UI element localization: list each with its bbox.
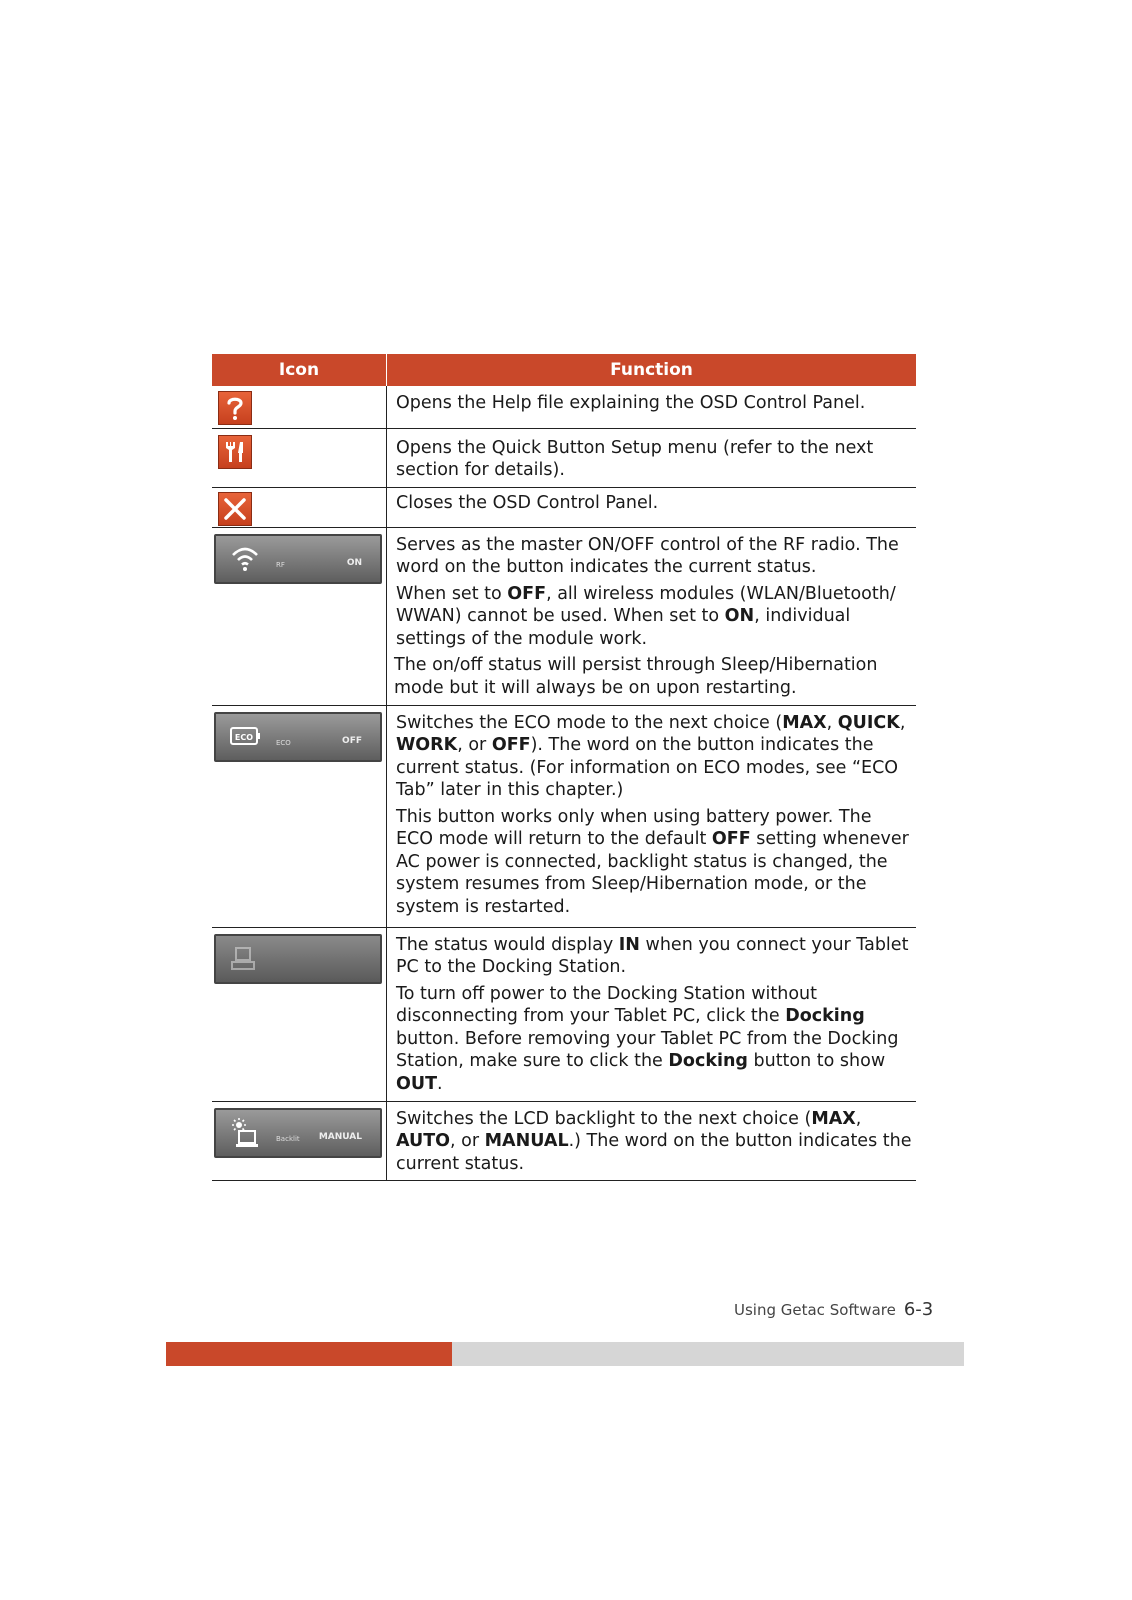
icon-cell [212,386,387,428]
icon-cell [212,705,387,927]
bold-term: MAX [811,1108,856,1129]
bold-term: IN [618,934,640,955]
table-row [212,428,916,487]
backlight-button-status: MANUAL [318,1131,362,1142]
table-row [212,487,916,527]
function-cell [387,1101,917,1181]
backlight-button-icon [214,1108,382,1158]
function-cell [387,527,917,705]
table-row [212,386,916,428]
backlight-icon [230,1117,260,1156]
rf-button-status: ON [346,557,362,568]
bold-term: QUICK [837,712,900,733]
footer-accent-bar [166,1342,452,1366]
bold-term: OUT [396,1073,438,1094]
help-icon [218,391,252,425]
bold-term: OFF [711,829,751,849]
eco-button-status: OFF [342,735,362,746]
eco-button-icon [214,712,382,762]
function-cell [387,428,917,487]
rf-button-icon [214,534,382,584]
bold-term: MAX [782,712,827,733]
function-cell [387,487,917,527]
function-text: Serves as the master ON/OFF control of the RF radio. The word on the button indicates the current status. [396,534,899,577]
close-icon [218,492,252,526]
svg-text:ECO: ECO [234,732,254,742]
docking-button-icon [214,934,382,984]
bold-term: MANUAL [484,1131,569,1151]
table-header-row [212,354,916,386]
function-cell [387,705,917,927]
bold-term: Docking [668,1051,748,1071]
function-text: This button works only when using battery power. The ECO mode will return to the default OFF setting whenever AC power is connected, backlight status is changed, the system resumes from Sleep/Hibernation mode, or the system is restarted. [396,806,909,917]
table-row [212,1101,916,1181]
function-text: When set to OFF, all wireless modules (WLAN/Bluetooth/ WWAN) cannot be used. When set to ON, individual settings of the module work. [396,583,896,649]
function-cell [387,927,917,1101]
header-icon: Icon [212,354,387,386]
function-table [212,354,916,1181]
page-footer [734,1299,933,1320]
table-row [212,705,916,927]
function-text: Opens the Quick Button Setup menu (refer to the next section for details). [396,437,874,480]
page-number: 6-3 [903,1299,934,1320]
bold-term: AUTO [396,1131,451,1151]
function-text: Opens the Help file explaining the OSD Control Panel. [396,393,866,413]
battery-eco-icon [230,726,262,753]
icon-cell [212,927,387,1101]
footer-section: Using Getac Software [734,1301,896,1319]
bold-term: ON [724,606,755,626]
dock-icon [230,946,256,979]
function-text: The status would display IN when you connect your Tablet PC to the Docking Station. [396,934,909,977]
wifi-icon [230,545,260,580]
backlight-button-label: Backlit [276,1134,300,1143]
rf-button-label: RF [276,560,285,569]
bold-term: WORK [396,735,458,755]
tools-icon [218,435,252,469]
function-text: The on/off status will persist through Sleep/Hibernation mode but it will always be on upon restarting. [394,655,878,698]
icon-cell [212,428,387,487]
icon-cell [212,527,387,705]
eco-button-label: ECO [276,738,291,747]
function-text: To turn off power to the Docking Station without disconnecting from your Tablet PC, click the Docking button. Before removing your Tablet PC from the Docking Station, make sure to click the Docking button to show OUT. [396,983,899,1094]
bold-term: OFF [491,735,531,755]
footer-grey-bar [452,1342,964,1366]
bold-term: OFF [507,583,547,604]
icon-cell [212,487,387,527]
header-function: Function [387,354,917,386]
bold-term: Docking [785,1006,865,1026]
icon-cell [212,1101,387,1181]
table-row [212,927,916,1101]
table-row [212,527,916,705]
function-text: Switches the LCD backlight to the next choice (MAX, AUTO, or MANUAL.) The word on the button indicates the current status. [396,1108,912,1174]
function-cell [387,386,917,428]
function-text: Switches the ECO mode to the next choice (MAX, QUICK, WORK, or OFF). The word on the button indicates the current status. (For information on ECO modes, see “ECO Tab” later in this chapter.) [396,712,906,800]
function-text: Closes the OSD Control Panel. [396,492,659,513]
